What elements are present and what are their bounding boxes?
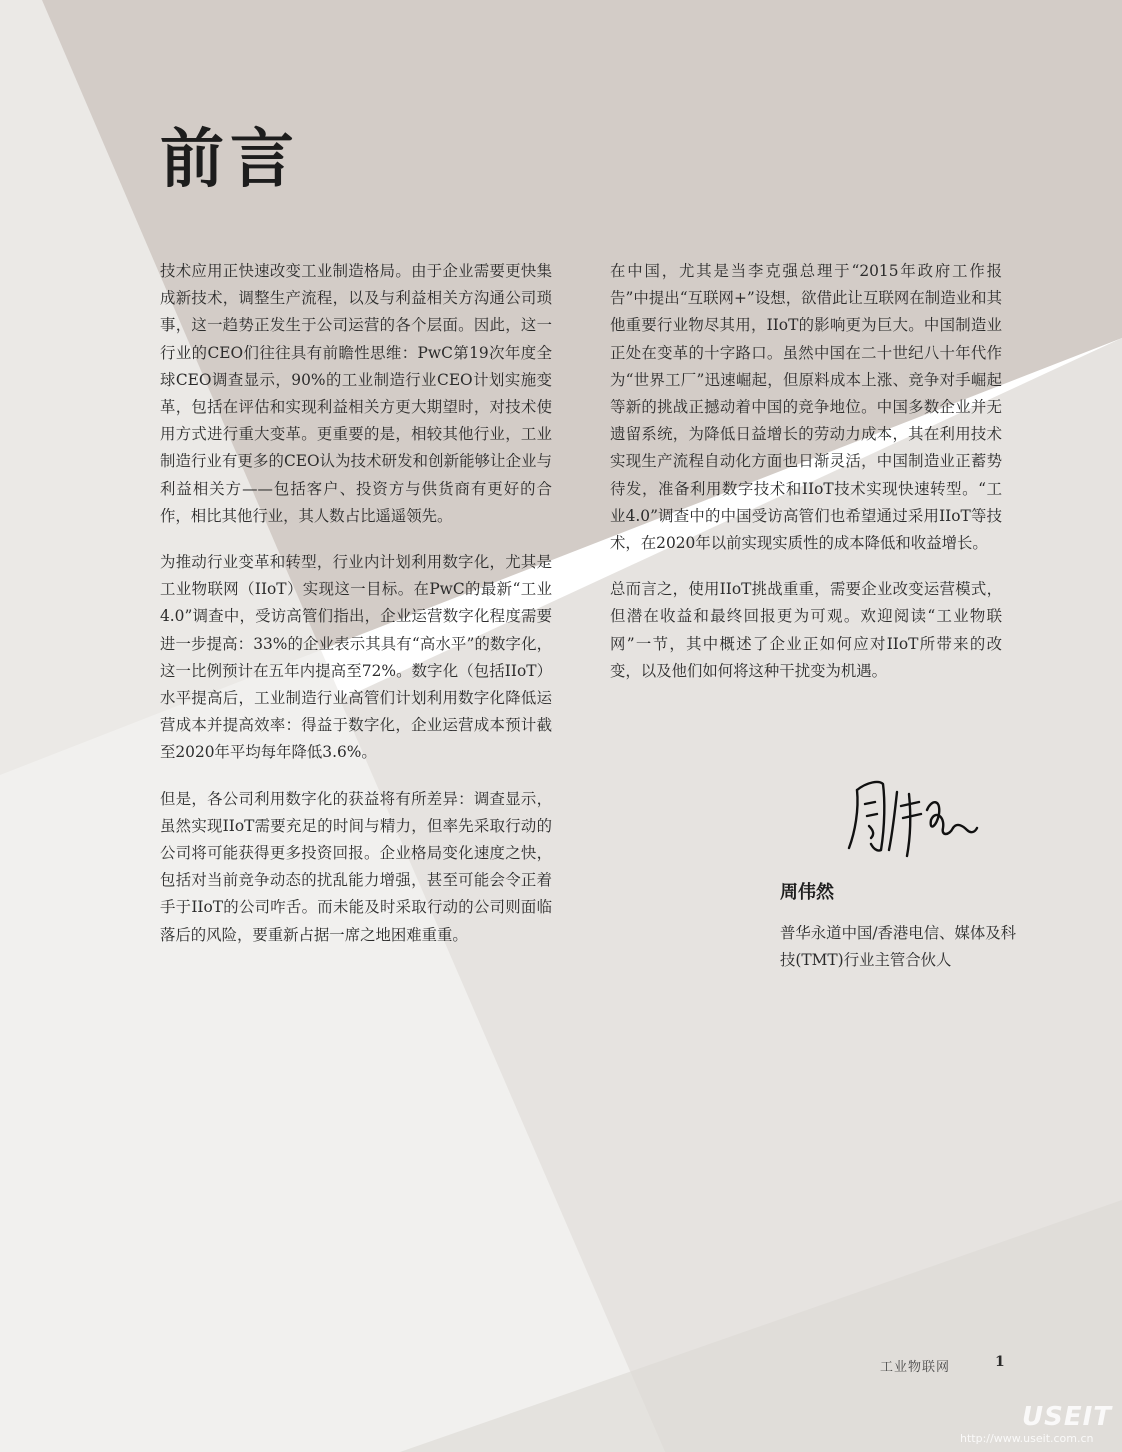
left-column [160, 258, 552, 968]
watermark-url: http://www.useit.com.cn [960, 1432, 1094, 1445]
paragraph: 在中国，尤其是当李克强总理于“2015年政府工作报告”中提出“互联网+”设想，欲借此让互联网在制造业和其他重要行业物尽其用，IIoT的影响更为巨大。中国制造业正处在变革的十字路口。虽然中国在二十世纪八十年代作为“世界工厂”迅速崛起，但原料成本上涨、竞争对手崛起等新的挑战正撼动着中国的竞争地位。中国多数企业并无遗留系统，为降低日益增长的劳动力成本，其在利用技术实现生产流程自动化方面也日渐灵活，中国制造业正蓄势待发，准备利用数字技术和IIoT技术实现快速转型。“工业4.0”调查中的中国受访高管们也希望通过采用IIoT等技术，在2020年以前实现实质性的成本降低和收益增长。 [610, 262, 1002, 553]
right-column [610, 258, 1002, 704]
paragraph: 总而言之，使用IIoT挑战重重，需要企业改变运营模式，但潜在收益和最终回报更为可观。欢迎阅读“工业物联网”一节，其中概述了企业正如何应对IIoT所带来的改变，以及他们如何将这种干扰变为机遇。 [610, 580, 1002, 680]
page-title: 前言 [160, 122, 300, 197]
footer-section-label: 工业物联网 [880, 1360, 951, 1375]
paragraph: 技术应用正快速改变工业制造格局。由于企业需要更快集成新技术，调整生产流程，以及与利益相关方沟通公司琐事，这一趋势正发生于公司运营的各个层面。因此，这一行业的CEO们往往具有前瞻性思维：PwC第19次年度全球CEO调查显示，90%的工业制造行业CEO计划实施变革，包括在评估和实现利益相关方更大期望时，对技术使用方式进行重大变革。更重要的是，相较其他行业，工业制造行业有更多的CEO认为技术研发和创新能够让企业与利益相关方——包括客户、投资方与供货商有更好的合作，相比其他行业，其人数占比遥遥领先。 [160, 262, 552, 525]
signatory-name: 周伟然 [780, 882, 834, 903]
watermark-logo: USEIT [1022, 1402, 1113, 1432]
signatory-title: 普华永道中国/香港电信、媒体及科技(TMT)行业主管合伙人 [780, 924, 1017, 969]
handwritten-signature [845, 770, 980, 860]
paragraph: 为推动行业变革和转型，行业内计划利用数字化，尤其是工业物联网（IIoT）实现这一目标。在PwC的最新“工业4.0”调查中，受访高管们指出，企业运营数字化程度需要进一步提高：33%的企业表示其具有“高水平”的数字化，这一比例预计在五年内提高至72%。数字化（包括IIoT）水平提高后，工业制造行业高管们计划利用数字化降低运营成本并提高效率：得益于数字化，企业运营成本预计截至2020年平均每年降低3.6%。 [160, 553, 552, 762]
page-number: 1 [995, 1354, 1005, 1370]
paragraph: 但是，各公司利用数字化的获益将有所差异：调查显示，虽然实现IIoT需要充足的时间与精力，但率先采取行动的公司将可能获得更多投资回报。企业格局变化速度之快，包括对当前竞争动态的扰乱能力增强，甚至可能会令正着手于IIoT的公司咋舌。而未能及时采取行动的公司则面临落后的风险，要重新占据一席之地困难重重。 [160, 789, 552, 944]
